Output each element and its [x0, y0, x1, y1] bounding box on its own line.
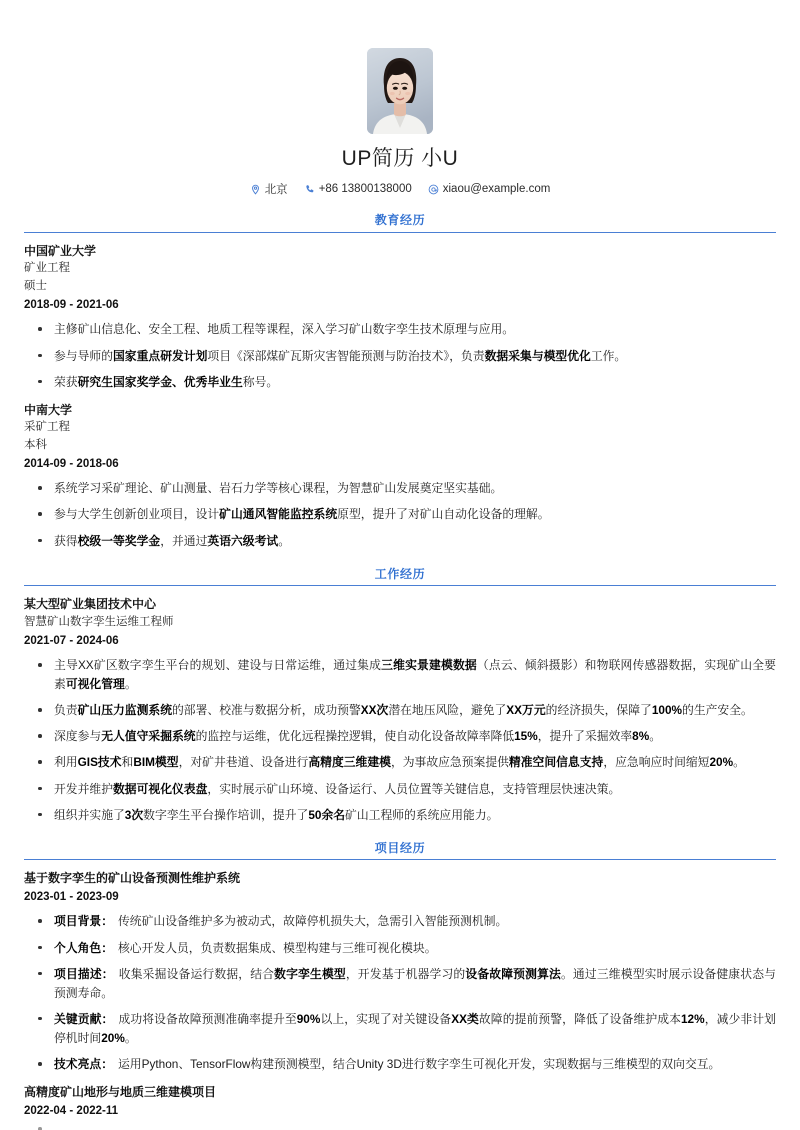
bullet-run: 12% [681, 1011, 705, 1026]
bullet-run: 数字孪生平台操作培训，提升了 [143, 807, 309, 822]
bullet-run: 项目背景： [54, 914, 113, 929]
bullet-item [24, 320, 776, 339]
entry-subtitle: 采矿工程 [24, 421, 70, 434]
avatar [367, 48, 433, 134]
bullet-run: 技术亮点： [54, 1057, 113, 1072]
bullet-run: 可视化管理 [65, 677, 125, 692]
bullet-run: BIM模型 [133, 755, 179, 770]
bullet-run: 15% [514, 729, 538, 744]
bullet-run: 潜在地压风险，避免了 [388, 703, 507, 718]
bullet-run: 数据采集与模型优化 [484, 348, 591, 363]
bullet-run: GIS技术 [77, 755, 122, 770]
bullet-run: 参与导师的 [54, 348, 113, 363]
bullet-run: 无人值守采掘系统 [101, 729, 196, 744]
bullet-run: ，应急响应时间缩短 [603, 755, 710, 770]
bullet-run: 。 [733, 755, 745, 770]
entry-date: 2023-01 - 2023-09 [24, 891, 119, 903]
bullet-item [24, 479, 776, 498]
entry-date: 2018-09 - 2021-06 [24, 299, 119, 311]
phone-icon [304, 184, 315, 195]
section-education [24, 213, 776, 550]
contact-email [428, 183, 551, 195]
bullet-run: 关键贡献： [54, 1011, 114, 1026]
bullet-run: 矿山工程师的系统应用能力。 [345, 807, 499, 822]
bullet-item [24, 753, 776, 772]
bullet-run: 设备故障预测算法 [465, 966, 561, 981]
bullet-run: 3次 [124, 807, 144, 822]
contact-location [250, 181, 288, 197]
page-title: UP简历 小U [341, 147, 459, 170]
bullet-item [24, 727, 776, 746]
contact-row [24, 181, 776, 197]
bullet-run: ，提升了采掘效率 [537, 729, 633, 744]
resume-entry [24, 869, 776, 1074]
bullet-item [24, 347, 776, 366]
bullet-run: 高精度三维建模 [308, 755, 391, 770]
resume-entry [24, 401, 776, 551]
bullet-run: 核心开发人员，负责数据集成、模型构建与三维可视化模块。 [118, 940, 437, 955]
bullet-run: （点云、倾斜摄影）和物联网传感器数据，实现矿山全要素 [54, 658, 776, 692]
bullet-run: XX万元 [506, 703, 546, 718]
bullet-item [24, 701, 776, 720]
cut-off-text [24, 1121, 776, 1130]
bullet-run: 利用 [54, 755, 78, 770]
bullet-run: XX类 [451, 1011, 479, 1026]
bullet-run: 负责 [54, 703, 78, 718]
entry-date: 2022-04 - 2022-11 [24, 1104, 118, 1117]
bullet-run: XX次 [360, 703, 389, 718]
entry-title: 中南大学 [24, 402, 73, 417]
bullet-run: 以上，实现了对关键设备 [320, 1011, 452, 1026]
entry-subtitle: 矿业工程 [24, 262, 70, 275]
bullet-run: 8% [632, 729, 650, 744]
location-pin-icon [250, 184, 261, 195]
bullet-list [24, 656, 776, 825]
entry-degree: 本科 [24, 439, 47, 452]
bullet-run: 获得 [54, 533, 78, 548]
bullet-run: 的生产安全。 [682, 703, 753, 718]
bullet-item [24, 1055, 776, 1074]
bullet-item [24, 912, 776, 931]
entry-degree: 硕士 [24, 280, 47, 293]
resume-sections [24, 213, 776, 1120]
bullet-run: 运用Python、TensorFlow构建预测模型，结合Unity 3D进行数字孪生可视化开发，实现数据与三维模型的双向交互。 [118, 1057, 721, 1072]
bullet-run: 深度参与 [54, 729, 102, 744]
bullet-run: 成功将设备故障预测准确率提升至 [118, 1011, 297, 1026]
section-work [24, 567, 776, 825]
bullet-run: 故障的提前预警，降低了设备维护成本 [478, 1011, 681, 1026]
bullet-run: 收集采掘设备运行数据，结合 [118, 966, 275, 981]
bullet-item [24, 1010, 776, 1048]
bullet-list [24, 479, 776, 550]
email-icon [428, 184, 439, 195]
bullet-run: 项目描述： [54, 966, 114, 981]
bullet-item [24, 532, 776, 551]
bullet-run: 精准空间信息支持 [508, 755, 604, 770]
entry-date: 2014-09 - 2018-06 [24, 457, 119, 470]
bullet-run: ，减少非计划停机时间 [54, 1011, 776, 1045]
bullet-run: 的部署、校准与数据分析，成功预警 [172, 703, 361, 718]
resume-entry [24, 595, 776, 825]
contact-location-text: 北京 [264, 184, 288, 197]
entry-date: 2021-07 - 2024-06 [24, 634, 119, 647]
bullet-item [24, 939, 776, 958]
bullet-run: ，对矿井巷道、设备进行 [178, 755, 309, 770]
bullet-run: ，开发基于机器学习的 [345, 966, 466, 981]
bullet-run: 矿山通风智能监控系统 [219, 507, 338, 522]
bullet-run: 主导XX矿区数字孪生平台的规划、建设与日常运维，通过集成 [54, 658, 382, 673]
entry-title: 中国矿业大学 [24, 243, 97, 258]
bullet-run: 90% [296, 1011, 321, 1026]
section-title: 工作经历 [24, 567, 776, 587]
bullet-run: 系统学习采矿理论、矿山测量、岩石力学等核心课程，为智慧矿山发展奠定坚实基础。 [54, 481, 503, 496]
bullet-run: ，并通过 [160, 533, 208, 548]
bullet-item [24, 965, 776, 1003]
bullet-run: 50余名 [308, 807, 346, 822]
bullet-run: 项目《深部煤矿瓦斯灾害智能预测与防治技术》，负责 [207, 348, 485, 363]
section-projects [24, 841, 776, 1120]
bullet-run: 参与大学生创新创业项目，设计 [54, 507, 220, 522]
bullet-run: 英语六级考试 [207, 533, 279, 548]
bullet-run: ，为事故应急预案提供 [390, 755, 509, 770]
bullet-run: 开发并维护 [54, 781, 113, 796]
resume-entry [24, 1083, 776, 1120]
bullet-item [24, 806, 776, 825]
bullet-run: 个人角色： [54, 940, 113, 955]
bullet-run: 校级一等奖学金 [77, 533, 161, 548]
bullet-list [24, 320, 776, 391]
bullet-run: 。 [278, 533, 291, 548]
section-title: 教育经历 [24, 213, 776, 233]
bullet-run: 。 [124, 677, 137, 692]
bullet-list [24, 912, 776, 1074]
bullet-run: 主修矿山信息化、安全工程、地质工程等课程，深入学习矿山数字孪生技术原理与应用。 [54, 322, 515, 337]
bullet-run: 传统矿山设备维护多为被动式，故障停机损失大，急需引入智能预测机制。 [118, 914, 508, 929]
bullet-run: 数据可视化仪表盘 [113, 781, 208, 796]
bullet-run: 和 [121, 755, 134, 770]
resume-header [24, 0, 776, 197]
bullet-run: 。 [124, 1030, 137, 1045]
contact-phone-text: +86 13800138000 [318, 183, 412, 196]
bullet-run: 称号。 [242, 374, 279, 389]
bullet-run: 。通过三维模型实时展示设备健康状态与预测寿命。 [54, 966, 776, 1000]
bullet-run: 工作。 [590, 348, 627, 363]
contact-email-text: xiaou@example.com [442, 183, 551, 196]
bullet-run: 数字孪生模型 [274, 966, 346, 981]
bullet-run: 三维实景建模数据 [381, 658, 477, 673]
bullet-run: 荣获 [54, 374, 78, 389]
bullet-run: 100% [651, 703, 683, 718]
bullet-run: 的监控与运维，优化远程操控逻辑，使自动化设备故障率降低 [195, 729, 515, 744]
bullet-run: 矿山压力监测系统 [77, 703, 172, 718]
bullet-item [24, 373, 776, 392]
bullet-run: 的经济损失，保障了 [545, 703, 652, 718]
contact-phone [304, 183, 412, 195]
entry-title: 基于数字孪生的矿山设备预测性维护系统 [24, 871, 241, 886]
bullet-item [24, 656, 776, 694]
resume-entry [24, 242, 776, 392]
bullet-run: 国家重点研发计划 [113, 348, 208, 363]
entry-subtitle: 智慧矿山数字孪生运维工程师 [24, 615, 174, 628]
bullet-item [24, 780, 776, 799]
bullet-run: 20% [709, 755, 734, 770]
section-title: 项目经历 [24, 841, 776, 861]
bullet-run: 20% [101, 1030, 125, 1045]
bullet-run: 。 [649, 729, 662, 744]
cut-off-row [24, 1121, 776, 1130]
entry-title: 高精度矿山地形与地质三维建模项目 [24, 1085, 217, 1100]
bullet-run: ，实时展示矿山环境、设备运行、人员位置等关键信息，支持管理层快速决策。 [207, 781, 621, 796]
bullet-run: 研究生国家奖学金、优秀毕业生 [77, 374, 243, 389]
bullet-item [24, 505, 776, 524]
entry-title: 某大型矿业集团技术中心 [24, 597, 157, 612]
bullet-run: 组织并实施了 [54, 807, 125, 822]
bullet-run: 原型，提升了对矿山自动化设备的理解。 [337, 507, 550, 522]
